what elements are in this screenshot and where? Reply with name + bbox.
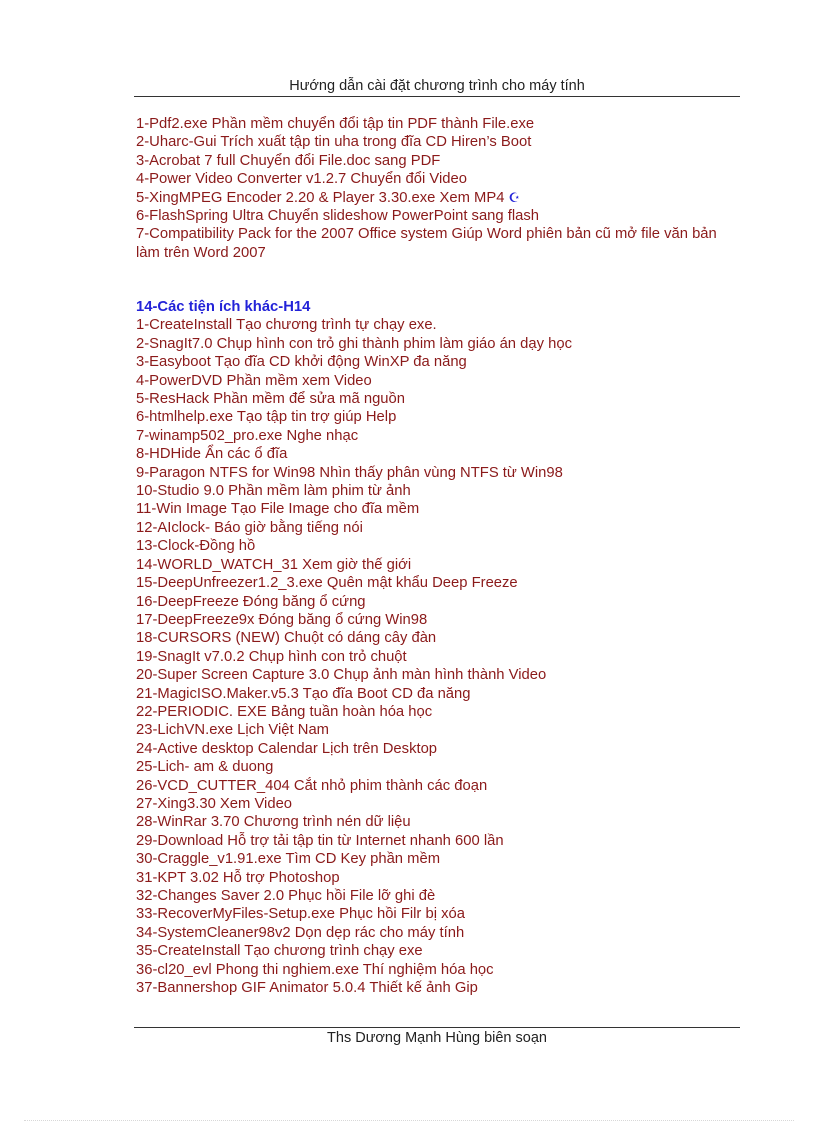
list-item: 2-SnagIt7.0 Chụp hình con trỏ ghi thành phim làm giáo án dạy học (136, 335, 572, 352)
list-item: 3-Easyboot Tạo đĩa CD khởi động WinXP đa năng (136, 354, 467, 371)
list-item: 13-Clock-Đồng hồ (136, 538, 256, 555)
list-item: 33-RecoverMyFiles-Setup.exe Phục hồi Filr bị xóa (136, 906, 465, 923)
list-item: 7-winamp502_pro.exe Nghe nhạc (136, 427, 359, 444)
list-item: 32-Changes Saver 2.0 Phục hồi File lỡ ghi đè (136, 888, 436, 904)
list-item: 5-ResHack Phần mềm để sửa mã nguồn (136, 391, 405, 408)
list-item: 27-Xing3.30 Xem Video (136, 795, 293, 812)
list-item: 29-Download Hỗ trợ tải tập tin từ Internet nhanh 600 lần (136, 832, 504, 849)
software-list-section-1 (136, 115, 736, 262)
list-item (136, 189, 736, 207)
list-item: 24-Active desktop Calendar Lịch trên Desktop (136, 740, 438, 757)
list-item: 14-WORLD_WATCH_31 Xem giờ thế giới (136, 556, 412, 573)
list-item: 20-Super Screen Capture 3.0 Chụp ảnh màn hình thành Video (136, 667, 547, 684)
list-item: 19-SnagIt v7.0.2 Chụp hình con trỏ chuột (136, 648, 407, 665)
list-item: 25-Lich- am & duong (136, 759, 274, 776)
footer-divider (134, 1027, 740, 1028)
list-item: 12-AIclock- Báo giờ bằng tiếng nói (136, 519, 363, 536)
section-heading: 14-Các tiện ích khác-H14 (136, 299, 311, 315)
list-item: 23-LichVN.exe Lịch Việt Nam (136, 722, 330, 739)
list-item: 2-Uharc-Gui Trích xuất tập tin uha trong đĩa CD Hiren’s Boot (136, 134, 532, 151)
list-item: 3-Acrobat 7 full Chuyển đổi File.doc sang PDF (136, 152, 441, 169)
page-bottom-edge (24, 1120, 794, 1121)
list-item: 18-CURSORS (NEW) Chuột có dáng cây đàn (136, 630, 437, 647)
list-item: 4-PowerDVD Phần mềm xem Video (136, 372, 372, 389)
list-item: 28-WinRar 3.70 Chương trình nén dữ liệu (136, 814, 411, 831)
list-item: 1-Pdf2.exe Phần mềm chuyển đổi tập tin PDF thành File.exe (136, 116, 535, 132)
list-item-text: 5-XingMPEG Encoder 2.20 & Player 3.30.exe Xem MP4 (136, 189, 505, 206)
list-item: 1-CreateInstall Tạo chương trình tự chạy exe. (136, 317, 437, 334)
list-item: 35-CreateInstall Tạo chương trình chạy exe (136, 943, 423, 960)
list-item: 36-cl20_evl Phong thi nghiem.exe Thí nghiệm hóa học (136, 961, 494, 978)
list-item: 26-VCD_CUTTER_404 Cắt nhỏ phim thành các đoạn (136, 777, 488, 794)
list-item: 6-htmlhelp.exe Tạo tập tin trợ giúp Help (136, 409, 397, 426)
list-item: 34-SystemCleaner98v2 Dọn dẹp rác cho máy tính (136, 924, 465, 941)
symbol-glyph: ☪ (508, 189, 521, 205)
page-header-title: Hướng dẫn cài đặt chương trình cho máy tính (289, 78, 585, 94)
software-list-section-2 (136, 298, 736, 997)
list-item: 37-Bannershop GIF Animator 5.0.4 Thiết kế ảnh Gip (136, 980, 478, 997)
list-item: 8-HDHide Ẩn các ổ đĩa (136, 446, 288, 463)
list-item: 16-DeepFreeze Đóng băng ổ cứng (136, 593, 366, 610)
page-footer-author: Ths Dương Mạnh Hùng biên soạn (327, 1030, 547, 1046)
list-item: 21-MagicISO.Maker.v5.3 Tạo đĩa Boot CD đa năng (136, 685, 471, 702)
list-item: 4-Power Video Converter v1.2.7 Chuyển đổi Video (136, 171, 467, 188)
list-item: 10-Studio 9.0 Phần mềm làm phim từ ảnh (136, 483, 411, 500)
list-item: 7-Compatibility Pack for the 2007 Office system Giúp Word phiên bản cũ mở file văn bản làm trên Word 2007 (136, 226, 717, 261)
list-item: 11-Win Image Tạo File Image cho đĩa mềm (136, 501, 420, 518)
header-divider (134, 96, 740, 97)
list-item: 17-DeepFreeze9x Đóng băng ổ cứng Win98 (136, 611, 428, 628)
list-item: 30-Craggle_v1.91.exe Tìm CD Key phần mềm (136, 851, 441, 868)
list-item: 6-FlashSpring Ultra Chuyển slideshow PowerPoint sang flash (136, 208, 540, 225)
list-item: 9-Paragon NTFS for Win98 Nhìn thấy phân vùng NTFS từ Win98 (136, 464, 563, 481)
list-item: 15-DeepUnfreezer1.2_3.exe Quên mật khẩu Deep Freeze (136, 575, 518, 592)
list-item: 22-PERIODIC. EXE Bảng tuần hoàn hóa học (136, 703, 433, 720)
list-item: 31-KPT 3.02 Hỗ trợ Photoshop (136, 869, 340, 886)
